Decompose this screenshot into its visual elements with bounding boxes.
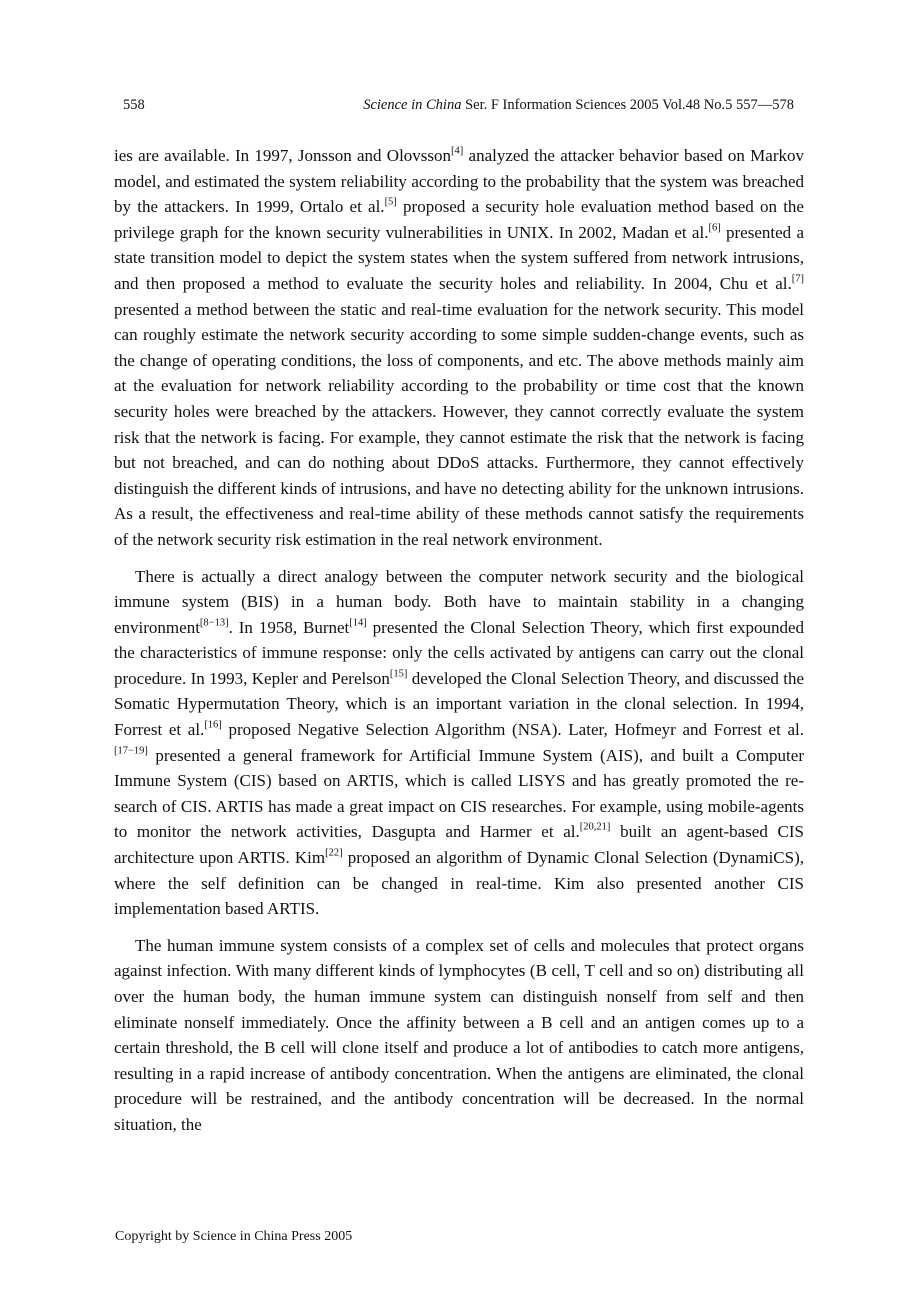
text-run: analyzed the attacker behavior based on Markov model, and estimated the system reliability according to the probability that the system was breached by the attackers. In 1999, Ortalo et al. — [114, 146, 804, 217]
journal-details: Ser. F Information Sciences 2005 Vol.48 No.5 557—578 — [461, 97, 794, 113]
citation-ref: [6] — [708, 222, 721, 234]
paragraph-3 — [114, 933, 804, 1138]
body-text — [114, 143, 804, 1138]
page-number: 558 — [123, 97, 145, 113]
text-run: . In 1958, Burnet — [228, 617, 350, 637]
citation-ref: [5] — [384, 196, 397, 208]
citation-ref: [7] — [791, 273, 804, 285]
text-run: developed the Clonal Selection Theory, and discussed the Somatic Hypermutation Theory, which is an important variation in the clonal selection. In 1994, Forrest et al. — [114, 668, 805, 740]
text-run: presented the Clonal Selection Theory, which first expounded the characteristics of immune response: only the cells activated by antigens can carry out the clonal procedure. In 1993, Kepler and Perelson — [114, 617, 804, 688]
journal-name: Science in China — [363, 97, 462, 113]
text-run: built an agent-based CIS architecture upon ARTIS. Kim — [114, 822, 804, 868]
citation-ref: [15] — [389, 668, 408, 680]
copyright-footer: Copyright by Science in China Press 2005 — [115, 1229, 353, 1244]
text-run: proposed a security hole evaluation method based on the privilege graph for the known security vulnerabilities in UNIX. In 2002, Madan et al. — [114, 197, 804, 242]
paragraph-2 — [114, 564, 804, 922]
text-run: proposed Negative Selection Algorithm (NSA). Later, Hofmeyr and Forrest et al. — [221, 720, 804, 740]
citation-ref: [4] — [451, 145, 464, 157]
citation-ref: [22] — [325, 847, 343, 859]
running-header — [123, 97, 794, 117]
paragraph-1 — [114, 143, 804, 553]
text-run: proposed an algorithm of Dynamic Clonal Selection (DynamiCS), where the self definition can be changed in real-time. Kim also presented another CIS implementation based ARTIS. — [114, 848, 804, 919]
journal-running-title — [363, 97, 794, 114]
text-run: presented a general framework for Artificial Immune System (AIS), and built a Computer Immune System (CIS) based on ARTIS, which is called LISYS and has greatly promoted the research of CIS. ARTIS has made a great impact on CIS researches. For example, using mobile-agents to monitor the network activities, Dasgupta and Harmer et al. — [114, 745, 804, 842]
citation-ref: [14] — [349, 617, 367, 629]
citation-ref: [16] — [204, 719, 222, 731]
text-run: There is actually a direct analogy between the computer network security and the biological immune system (BIS) in a human body. Both have to maintain stability in a changing environment — [114, 566, 804, 637]
text-run: The human immune system consists of a complex set of cells and molecules that protect organs against infection. With many different kinds of lymphocytes (B cell, T cell and so on) distributing all over the human body, the human immune system can distinguish nonself from self and then eliminate nonself immediately. Once the affinity between a B cell and an antigen comes up to a certain threshold, the B cell will clone itself and produce a lot of antibodies to catch more antigens, resulting in a rapid increase of antibody concentration. When the antigens are eliminated, the clonal procedure will be restrained, and the antibody concentration will be decreased. In the normal situation, the — [114, 935, 804, 1134]
text-run: ies are available. In 1997, Jonsson and Olovsson — [114, 146, 452, 165]
text-run: presented a method between the static and real-time evaluation for the network security. This model can roughly estimate the network security according to some simple sudden-change events, such as the change of operating conditions, the loss of components, and etc. The above methods mainly aim at the evaluation for network reliability according to the probability or time cost that the known security holes were breached by the attackers. However, they cannot correctly evaluate the system risk that the network is facing. For example, they cannot estimate the risk that the network is facing but not breached, and can do nothing about DDoS attacks. Furthermore, they cannot effectively distinguish the different kinds of intrusions, and have no detecting ability for the unknown intrusions. As a result, the effectiveness and real-time ability of these methods cannot satisfy the requirements of the network security risk estimation in the real network environment. — [114, 299, 804, 549]
citation-ref: [17−19] — [114, 745, 148, 757]
text-run: presented a state transition model to depict the system states when the system suffered from network intrusions, and then proposed a method to evaluate the security holes and reliability. In 2004, Chu et al. — [114, 222, 805, 293]
citation-ref: [20,21] — [579, 822, 611, 834]
citation-ref: [8−13] — [199, 617, 229, 629]
